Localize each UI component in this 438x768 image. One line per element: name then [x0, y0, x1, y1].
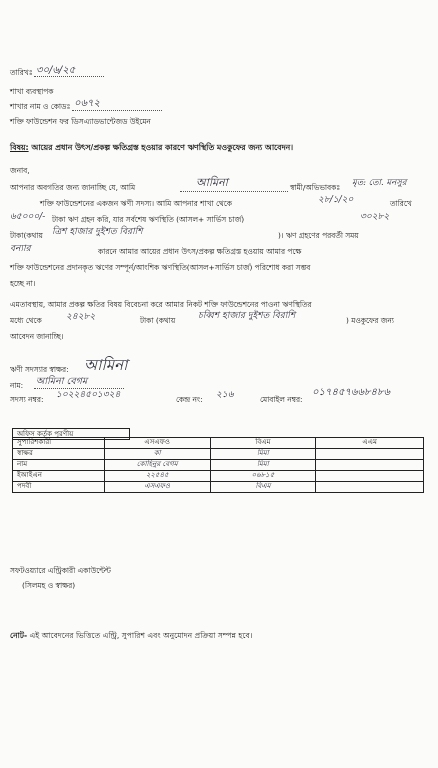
- bm-designation: বিএম: [210, 482, 316, 493]
- body-line-3a: টাকা ঋণ গ্রহন করি, যার সর্বশেষ ঋণস্থিতি (আসল+ সার্ভিস চার্জ): [52, 215, 245, 224]
- row-label: ইআইএন: [13, 471, 105, 482]
- member-name-label: নাম:: [10, 381, 24, 390]
- mobile-label: মোবাইল নম্বর:: [260, 395, 303, 404]
- table-row: [13, 471, 424, 482]
- cause-handwritten: বন্যার: [10, 244, 31, 254]
- guardian-handwritten: মৃত: তো. মনসুর: [352, 178, 407, 188]
- table-row: [13, 482, 424, 493]
- row-label: স্বাক্ষর: [13, 449, 105, 460]
- body-line-7: হচ্ছে না।: [10, 279, 36, 288]
- note-label: নোট-: [10, 631, 28, 640]
- recommendation-table: [12, 437, 424, 493]
- accountant-title: সফটওয়্যারে এন্ট্রিকারী একাউন্টেন্ট: [10, 566, 111, 575]
- org-name: শক্তি ফাউন্ডেশন ফর ডিসএ্যাডভান্টেজড উইমেন: [10, 117, 151, 126]
- body-line-4b: )। ঋণ গ্রহণের পরবর্তী সময়: [278, 231, 359, 240]
- column-header: সুপারিশকারী: [13, 438, 105, 449]
- sfo-designation: এসএফও: [104, 482, 210, 493]
- body-line-2b: তারিখে: [390, 199, 412, 208]
- table-row: [13, 460, 424, 471]
- waiver-words-handwritten: চব্বিশ হাজার দুইশত বিরাশি: [198, 311, 296, 321]
- subject-text: আয়ের প্রধান উৎস/প্রকল্প ক্ষতিগ্রস্ত হওয়ার কারণে ঋণস্থিতি মওকুফের জন্য আবেদন।: [31, 143, 293, 152]
- name-underline: [180, 191, 288, 192]
- am-designation: [316, 482, 424, 493]
- date-underline: [34, 76, 104, 77]
- table-header-row: [13, 438, 424, 449]
- bm-signature: মিমা: [210, 449, 316, 460]
- office-use-title: অফিস কর্তৃক পূরণীয়: [12, 428, 130, 440]
- am-signature: [316, 449, 424, 460]
- footer-note: [10, 631, 252, 641]
- column-header: এসএফও: [104, 438, 210, 449]
- body-line-5a: কারনে আমার আয়ের প্রধান উৎস/প্রকল্প ক্ষতিগ্রস্ত হওয়ায় আমার পক্ষে: [98, 247, 302, 256]
- table-row: [13, 449, 424, 460]
- balance-handwritten: ৩০২৮২: [360, 212, 390, 222]
- mobile-value: ০১৭৪৫৭৬৬৮৪৮৬: [312, 387, 390, 398]
- loan-date-handwritten: ২৮/১/২০: [318, 195, 354, 205]
- bm-ein: ০৬৮১৫: [210, 471, 316, 482]
- sfo-ein: ২২৫৪৫: [104, 471, 210, 482]
- body-line-1b: স্বামী/অভিভাবকঃ: [290, 183, 341, 192]
- body-line-10: আবেদন জানাচ্ছি।: [10, 332, 64, 341]
- center-label: কেন্দ্র নং:: [176, 395, 203, 404]
- body-line-1a: আপনার অবগতির জন্য জানাচ্ছি যে, আমি: [10, 183, 136, 192]
- member-name-value: আমিনা বেগম: [36, 376, 88, 387]
- column-header: এএম: [316, 438, 424, 449]
- body-line-4a: টাকা(কথায়: [10, 231, 43, 240]
- subject-label: বিষয়:: [10, 143, 29, 152]
- date-label: তারিখঃ: [10, 68, 33, 77]
- member-signature: আমিনা: [84, 356, 128, 374]
- applicant-name-handwritten: আমিনা: [196, 176, 228, 189]
- am-name: [316, 460, 424, 471]
- subject-line: [10, 143, 293, 154]
- body-line-8: এমতাবস্থায়, আমার প্রকল্প ক্ষতির বিষয় বিবেচনা করে আমার নিকট শক্তি ফাউন্ডেশনের পাওনা ঋণস্থিতির: [10, 300, 312, 309]
- member-no-label: সদস্য নম্বর:: [10, 395, 44, 404]
- salutation: জনাব,: [10, 166, 30, 175]
- signature-label: ঋণী সদস্যার স্বাক্ষর:: [10, 365, 69, 374]
- waiver-amount-handwritten: ২৪২৮২: [66, 312, 96, 322]
- branch-underline: [72, 110, 162, 111]
- accountant-seal-signature: (সিলমহ ও স্বাক্ষর): [22, 581, 76, 590]
- body-line-9a: মধ্যে থেকে: [10, 316, 42, 325]
- body-line-9b: টাকা (কথায়: [140, 316, 176, 325]
- am-ein: [316, 471, 424, 482]
- note-text: এই আবেদনের ভিত্তিতে এন্ট্রি, সুপারিশ এবং অনুমোদন প্রক্রিয়া সম্পন্ন হবে।: [29, 631, 253, 640]
- date-value: ৩০/৬/২৫: [36, 65, 76, 76]
- manager-label: শাখা ব্যবস্থাপক: [10, 87, 54, 96]
- row-label: পদবী: [13, 482, 105, 493]
- member-no-value: ১০২২৪৫০১৩২৪: [56, 390, 121, 400]
- branch-value: ০৬৭২: [74, 98, 101, 109]
- bm-name: মিমা: [210, 460, 316, 471]
- sfo-name: কোহিনুর বেগম: [104, 460, 210, 471]
- body-line-2a: শক্তি ফাউন্ডেশনের একজন ঋণী সদস্য। আমি আপনার শাখা থেকে: [40, 199, 232, 208]
- row-label: নাম: [13, 460, 105, 471]
- loan-amount-handwritten: ৬৫০০০/-: [10, 212, 46, 222]
- sfo-signature: কা: [104, 449, 210, 460]
- balance-words-handwritten: ত্রিশ হাজার দুইশত বিরাশি: [52, 227, 143, 237]
- body-line-6: শক্তি ফাউন্ডেশনের প্রদানকৃত ঋণের সম্পূর্ন/আংশিক ঋণস্থিতি(আসল+সার্ভিস চার্জ) পরিশোধ করা সম্ভব: [10, 263, 311, 272]
- center-no-value: ২১৬: [216, 390, 234, 400]
- body-line-9c: ) মওকুফের জন্য: [346, 316, 394, 325]
- column-header: বিএম: [210, 438, 316, 449]
- branch-label: শাখার নাম ও কোডঃ: [10, 102, 71, 111]
